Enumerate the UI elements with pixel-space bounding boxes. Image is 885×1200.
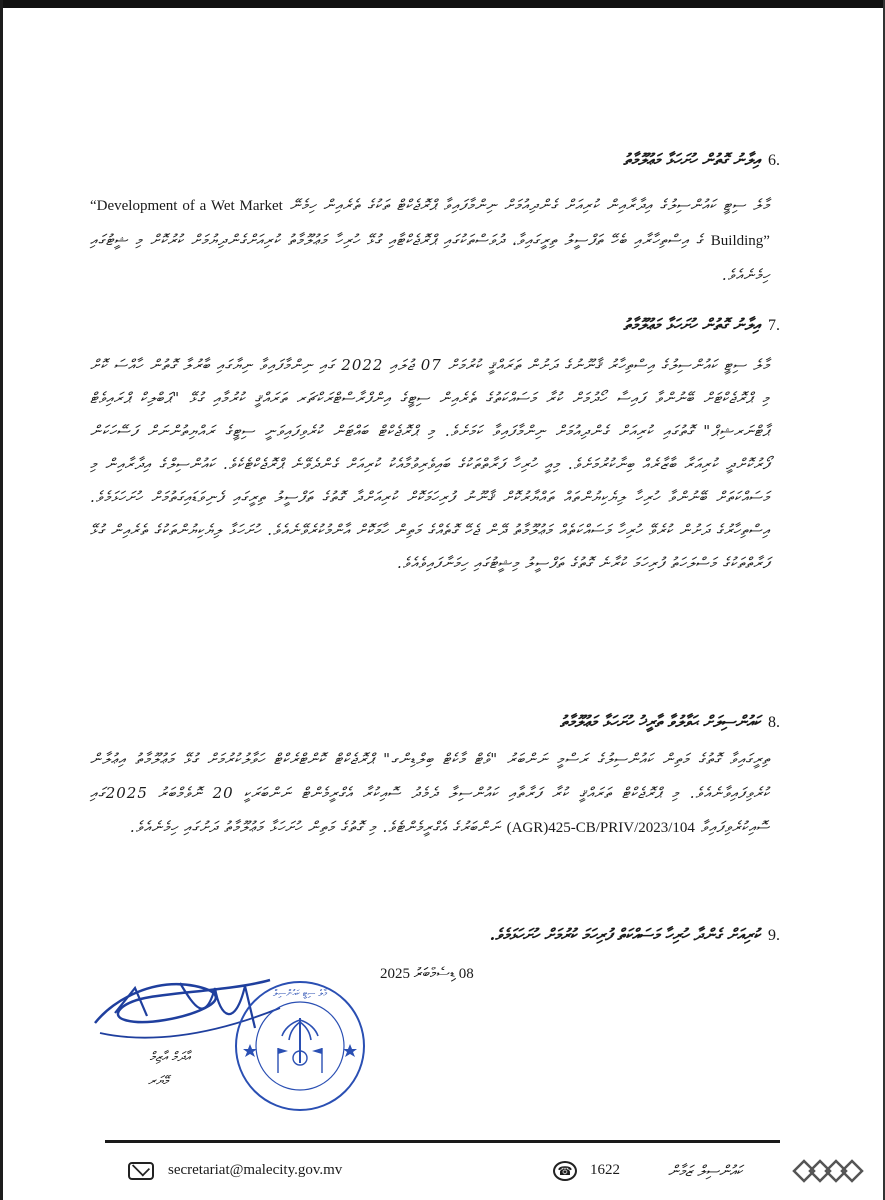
signer-title: މޭޔަރ: [148, 1074, 169, 1089]
stamp-text: މާލެ ސިޓީ ކައުންސިލް: [272, 989, 328, 999]
section-7-paragraph: މާލެ ސިޓީ ކައުންސިލުގެ އިސްތިހާރު ޤާނޫނުގެ ދަށުން ތަރައްޤީ ކުރުމަށް 07 ޖުލައި 2022 ގައި ނިންމާފައިވާ ނިޔާގައި ބާރުލާ ގޮތުން ހާއްސަ ކޮށް މި ޕްރޮޖެކްޓަށް ބޭނުންވާ ފައިސާ ހޯދުމަށް ކުރާ މަސައްކަތުގެ ތެރެއިން ސިޓީގެ އިންފްރާސްޓްރަކްޗަރ ތަރައްޤީ ކުރުމާއި ގުޅޭ "ޕަބްލިކް ޕްރައިވެޓް ޕާޓްނަރޝިޕް" ގޮތުގައި ކުރިއަށް ގެންދިއުމަށް ނިންމާފައިވާ ކަމަށެވެ. މި ޕްރޮޖެކްޓް ބައްޓަން ކުރެވިފައިވަނީ ސިޓީގެ ރައްޔިތުންނަށް ފަސޭހަކަން ފޯރުކޮށްދީ ކުރިއަރާ ބާޒާރެއް ބިނާކުރުމަށެވެ. މިއީ ހުރިހާ ފަރާތްތަކުގެ ބައިވެރިވުމާއެކު ކުރިއަށް ގެންދެވޭނެ ޕްރޮޖެކްޓެކެވެ. ކައުންސިލްގެ އިދާރާއިން މި މަސައްކަތަށް ބޭނުންވާ ހުރިހާ ލިޔެކިޔުންތައް ތައްޔާރުކޮށް ޤާނޫނު ފުރިހަމަކޮށް ކުރިއަށްދާ ގޮތުގެ ތަފްސީލު ތިރީގައި ފެނިވަޑައިގަތުމަށް ހުށަހަޅަމެވެ. އިސްތިހާރުގެ ދަށުން ކުރެވޭ ހުރިހާ މަސައްކަތެއް މަޢުލޫމާތު ދޭން ޖެހޭ ގޮތެއްގެ މަތިން ހާމަކޮށް އާންމުކުރެވޭނެއެވެ. ހުށަހަޅާ ލިޔެކިޔުންތަކުގެ ތެރެއިން ގުޅޭ ފަރާތްތަކުގެ މަސްލަހަތު ފުރިހަމަ ކުރާނެ ގޮތުގެ ތަފްސީލު މިޝީޓުގައި ހިމަނާފައިވެއެވެ.: [90, 356, 770, 572]
section-9-heading: [90, 925, 780, 945]
footer-email[interactable]: secretariat@malecity.gov.mv: [168, 1162, 343, 1178]
paragraph-line: ގެ އިސްތިހާރާއި ބެހޭ ތަފްސީލު ތިރީގައިވާ، ދުވަސްތަކުގައި ޕްރޮޖެކްޓާއި ގުޅޭ ހުރިހާ މަޢުލޫމާތު: [287, 231, 704, 249]
paragraph-closing: ކުރިއަށްގެންދިޔުމަށް ކުރުކޮށް މި ޝީޓުގައި ހިމެނެއެވެ.: [90, 231, 770, 284]
agreement-number: (AGR)425-CB/PRIV/2023/104: [506, 820, 695, 836]
footer-council-name: ކައުންސިލް ޒަމާން: [668, 1162, 743, 1180]
section-title: އިލާނު ގޮތުން ހުށަހަޅާ މަޢުލޫމާތު: [623, 315, 760, 334]
section-title: ކައުންސިލަށް ޙަވާލުވާ ތާރީޚު ހުށަހަޅާ މަޢުލޫމާތު: [559, 712, 760, 731]
signer-name: އާދަމް އާޒިމް: [149, 1050, 191, 1065]
telephone-icon: ☎: [553, 1161, 577, 1181]
paragraph-text: ނަންބަރުގެ އެގްރީމެންޓެވެ. މި ގޮތުގެ މަތިން ހުށަހަޅާ މަޢުލޫމާތު ދަށުގައި ހިމެނެއެވެ.: [129, 818, 501, 836]
section-8-paragraph: [90, 742, 780, 845]
section-7: [90, 315, 780, 580]
section-8-heading: [90, 712, 780, 732]
section-number: 8.: [768, 714, 780, 731]
section-6: [90, 150, 780, 292]
official-stamp: [232, 978, 368, 1114]
document-date: 08 ޑިސެމްބަރު 2025: [380, 966, 474, 982]
section-title: ކުރިއަށް ގެންދާ ހުރިހާ މަސައްކަތް ފުރިހަމަ ކުރުމަށް ހުށަހަޅަމެވެ.: [489, 925, 760, 944]
section-number: 6.: [768, 152, 780, 169]
footer-phone[interactable]: 1622: [590, 1162, 620, 1178]
section-6-paragraph: [90, 188, 780, 292]
council-logo: [790, 1155, 865, 1187]
section-number: 9.: [768, 927, 780, 944]
section-8: [90, 712, 780, 845]
paragraph-line: މާލެ ސިޓީ ކައުންސިލުގެ އިދާރާއިން ކުރިއަށް ގެންދިއުމަށް ނިންމާފައިވާ ޕްރޮޖެކްޓް ތަކުގެ ތެރެއިން ހިމެނޭ: [289, 196, 770, 214]
section-6-heading: [90, 150, 780, 170]
footer-divider: [105, 1140, 780, 1143]
project-title-en: “Development of a Wet Market Building”: [90, 198, 770, 249]
section-7-heading: [90, 315, 780, 335]
section-9: [90, 925, 780, 945]
envelope-icon: [128, 1162, 154, 1180]
footer: [0, 1150, 885, 1190]
paragraph-text: ތިރީގައިވާ ގޮތުގެ މަތިން ކައުންސިލުގެ ރަސްމީ ނަންބަރު "ވެޓް މާކެޓް ބިލްޑިންގ" ޕްރޮޖެކްޓް ކޮންޓްރެކްޓް ހަވާލުކުރުމަށް ގުޅޭ މަޢުލޫމާތު އިޢުލާން ކުރެވިފައިވާނެއެވެ. މި ޕްރޮޖެކްޓް ތަރައްޤީ ކުރާ ފަރާތާއި ކައުންސިލާ ދެމެދު ސޮއިކުރާ އެގްރީމެންޓް ނަންބަރަކީ 20 ނޮވެމްބަރު 2025ގައި ސޮއިކުރެވިފައިވާ: [90, 750, 770, 836]
section-number: 7.: [768, 317, 780, 334]
section-title: އިލާނު ގޮތުން ހުށަހަޅާ މަޢުލޫމާތު: [623, 150, 760, 169]
